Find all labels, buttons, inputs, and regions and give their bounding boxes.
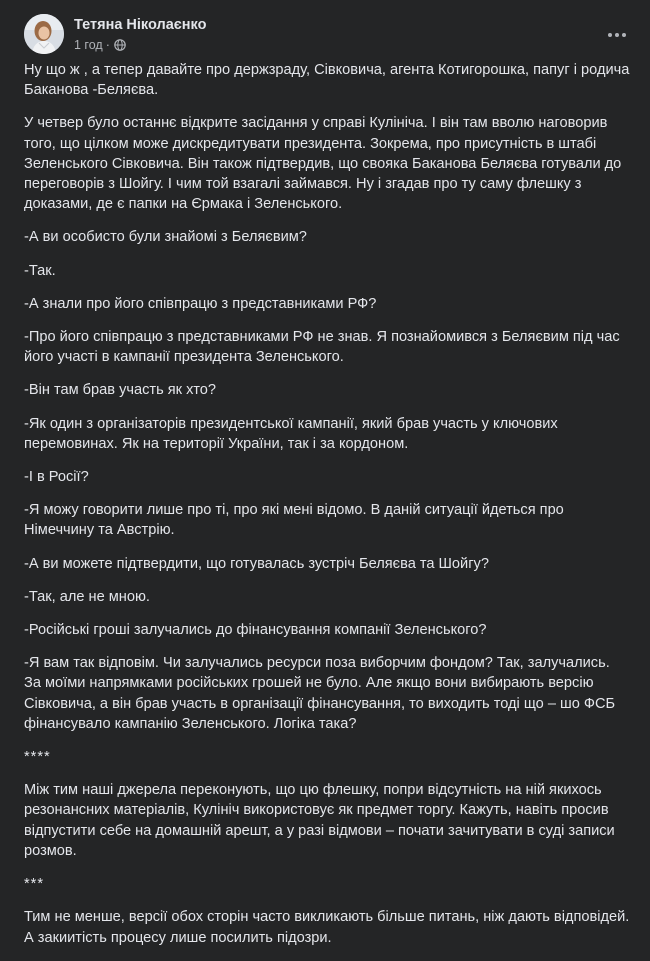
section-separator: *** bbox=[24, 876, 45, 893]
more-options-button[interactable] bbox=[602, 20, 632, 50]
section-separator: **** bbox=[24, 749, 51, 766]
post-paragraph: -Про його співпрацю з представниками РФ не знав. Я познайомився з Беляєвим під час його участі в кампанії президента Зеленського. bbox=[24, 329, 620, 366]
post-paragraph: -А знали про його співпрацю з представниками РФ? bbox=[24, 295, 377, 312]
post-paragraph: -Я вам так відповім. Чи залучались ресурси поза виборчим фондом? Так, залучались. За моїми напрямками російських грошей не було. Але якщо вони вибирають версію Сівковича, а він брав участь в організації фінансування, то виходить тоді що – шо ФСБ фінансувало кампанію Зеленського. Логіка така? bbox=[24, 655, 616, 732]
avatar[interactable] bbox=[24, 14, 64, 54]
author-name[interactable]: Тетяна Ніколаєнко bbox=[74, 17, 207, 33]
post-text bbox=[24, 60, 630, 961]
post-paragraph: -Так, але не мною. bbox=[24, 588, 150, 605]
post-paragraph: -Як один з організаторів президентської кампанії, який брав участь у ключових перемовинах. Як на території України, так і за кордоном. bbox=[24, 415, 558, 452]
post-paragraph: -А ви можете підтвердити, що готувалась зустріч Беляєва та Шойгу? bbox=[24, 555, 489, 572]
post-paragraph: -А ви особисто були знайомі з Беляєвим? bbox=[24, 229, 307, 246]
more-options-icon bbox=[607, 32, 627, 38]
post-header bbox=[0, 0, 650, 60]
post-timestamp[interactable]: 1 год bbox=[74, 38, 103, 52]
post-paragraph: -Він там брав участь як хто? bbox=[24, 382, 216, 399]
post-paragraph: -І в Росії? bbox=[24, 469, 89, 486]
avatar-image bbox=[24, 14, 64, 54]
post-paragraph: Між тим наші джерела переконують, що цю флешку, попри відсутність на ній якихось резонансних матеріалів, Кулініч використовує як предмет торгу. Кажуть, навіть просив відпустити себе на домашній арешт, а у разі відмови – почати зачитувати в суді записи розмов. bbox=[24, 782, 615, 859]
post-paragraph: -Російські гроші залучались до фінансування компанії Зеленського? bbox=[24, 622, 487, 639]
post-paragraph: У четвер було останнє відкрите засідання у справі Кулініча. І він там вволю наговорив того, що цілком може дискредитувати президента. Зокрема, про присутність в штабі Зеленського Сівковича. Він також підтвердив, що свояка Баканова Беляєва готували до переговорів з Шойгу. І чим той взагалі займався. Ну і згадав про ту саму флешку з доказами, де є папки на Єрмака і Зеленського. bbox=[24, 115, 622, 213]
post-paragraph: Ну що ж , а тепер давайте про держзраду, Сівковича, агента Котигорошка, папуг і родича Баканова -Беляєва. bbox=[24, 62, 630, 99]
post-paragraph: -Так. bbox=[24, 262, 56, 279]
meta-separator: · bbox=[105, 38, 110, 52]
post-paragraph: -Я можу говорити лише про ті, про які мені відомо. В даній ситуації йдеться про Німеччину та Австрію. bbox=[24, 502, 564, 539]
post-meta bbox=[74, 37, 126, 53]
post-paragraph: Тим не менше, версії обох сторін часто викликають більше питань, ніж дають відповідей. А закиитість процесу лише посилить підозри. bbox=[24, 909, 630, 946]
globe-icon[interactable] bbox=[114, 39, 126, 51]
